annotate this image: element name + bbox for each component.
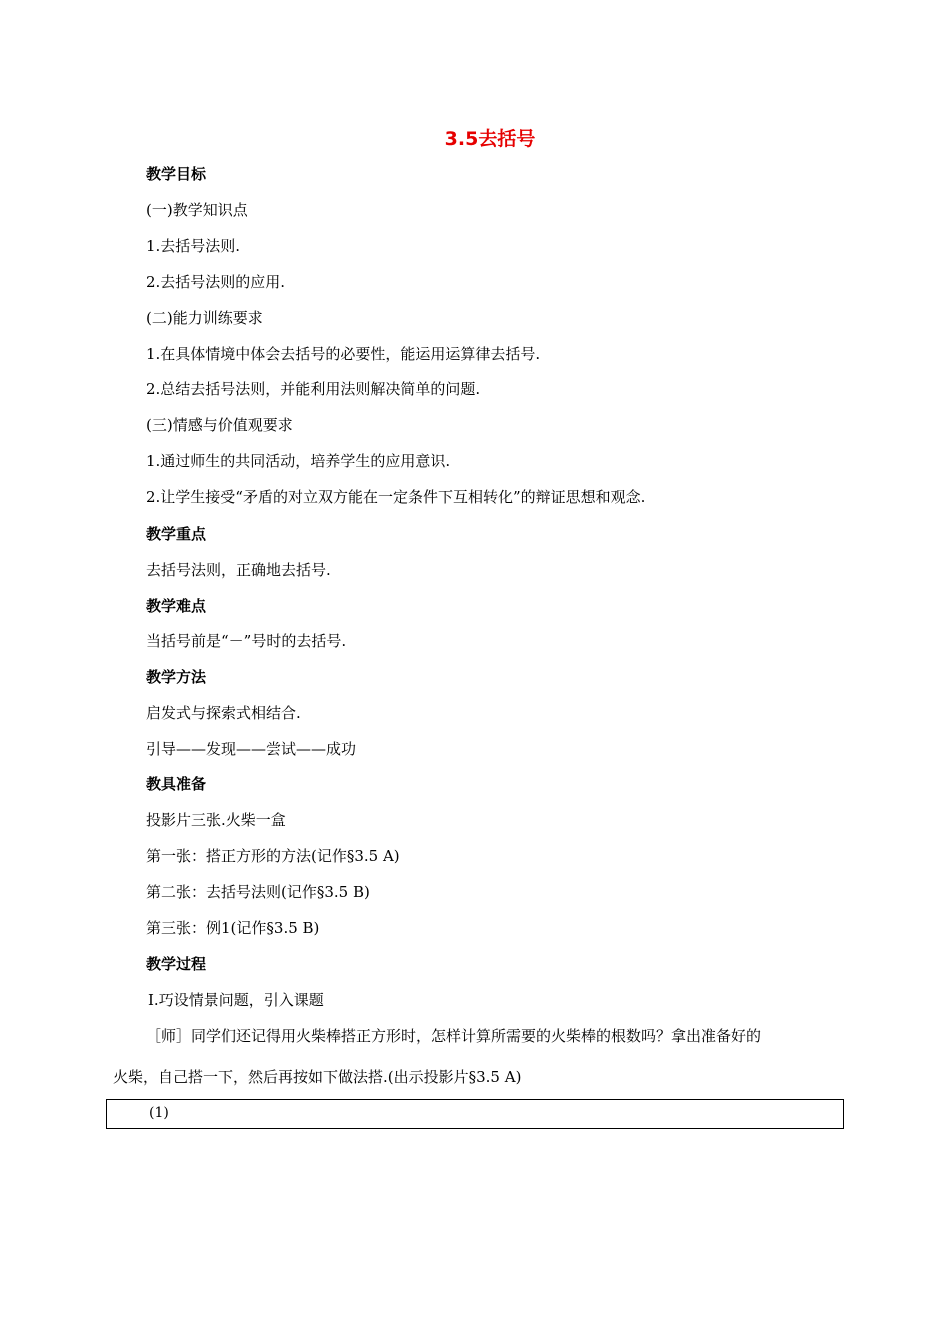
paragraph-line-1: ［师］同学们还记得用火柴棒搭正方形时，怎样计算所需要的火柴棒的根数吗？拿出准备好的 <box>146 1027 762 1045</box>
text-line: 2.让学生接受“矛盾的对立双方能在一定条件下互相转化”的辩证思想和观念. <box>146 488 646 506</box>
section-heading: 教学难点 <box>146 597 207 615</box>
text-line: 第三张：例1(记作§3.5 B) <box>146 919 320 937</box>
section-heading: 教学重点 <box>146 525 207 543</box>
text-line: (三)情感与价值观要求 <box>146 416 293 434</box>
section-heading: 教学方法 <box>146 668 207 686</box>
table-cell-label: (1) <box>149 1105 169 1121</box>
text-line: 1.通过师生的共同活动，培养学生的应用意识. <box>146 452 451 470</box>
projection-table <box>106 1099 844 1129</box>
text-line: 1.去括号法则. <box>146 237 241 255</box>
text-line: 当括号前是“－”号时的去括号. <box>146 632 347 650</box>
text-line: 启发式与探索式相结合. <box>146 704 301 722</box>
text-line: 1.在具体情境中体会去括号的必要性，能运用运算律去括号. <box>146 345 541 363</box>
text-line: 去括号法则，正确地去括号. <box>146 561 331 579</box>
text-line: 2.总结去括号法则，并能利用法则解决简单的问题. <box>146 380 481 398</box>
text-line: 投影片三张.火柴一盒 <box>146 811 286 829</box>
text-line: Ⅰ.巧设情景问题，引入课题 <box>148 991 324 1009</box>
text-line: (一)教学知识点 <box>146 201 248 219</box>
section-heading: 教学目标 <box>146 165 207 183</box>
text-line: 引导——发现——尝试——成功 <box>146 740 357 758</box>
text-line: 第二张：去括号法则(记作§3.5 B) <box>146 883 370 901</box>
section-heading: 教具准备 <box>146 775 207 793</box>
text-line: 2.去括号法则的应用. <box>146 273 286 291</box>
text-line: 第一张：搭正方形的方法(记作§3.5 A) <box>146 847 400 865</box>
paragraph-line-2: 火柴，自己搭一下，然后再按如下做法搭.(出示投影片§3.5 A) <box>113 1068 522 1086</box>
page-title: 3.5去括号 <box>444 128 536 150</box>
text-line: (二)能力训练要求 <box>146 309 263 327</box>
section-heading: 教学过程 <box>146 955 207 973</box>
